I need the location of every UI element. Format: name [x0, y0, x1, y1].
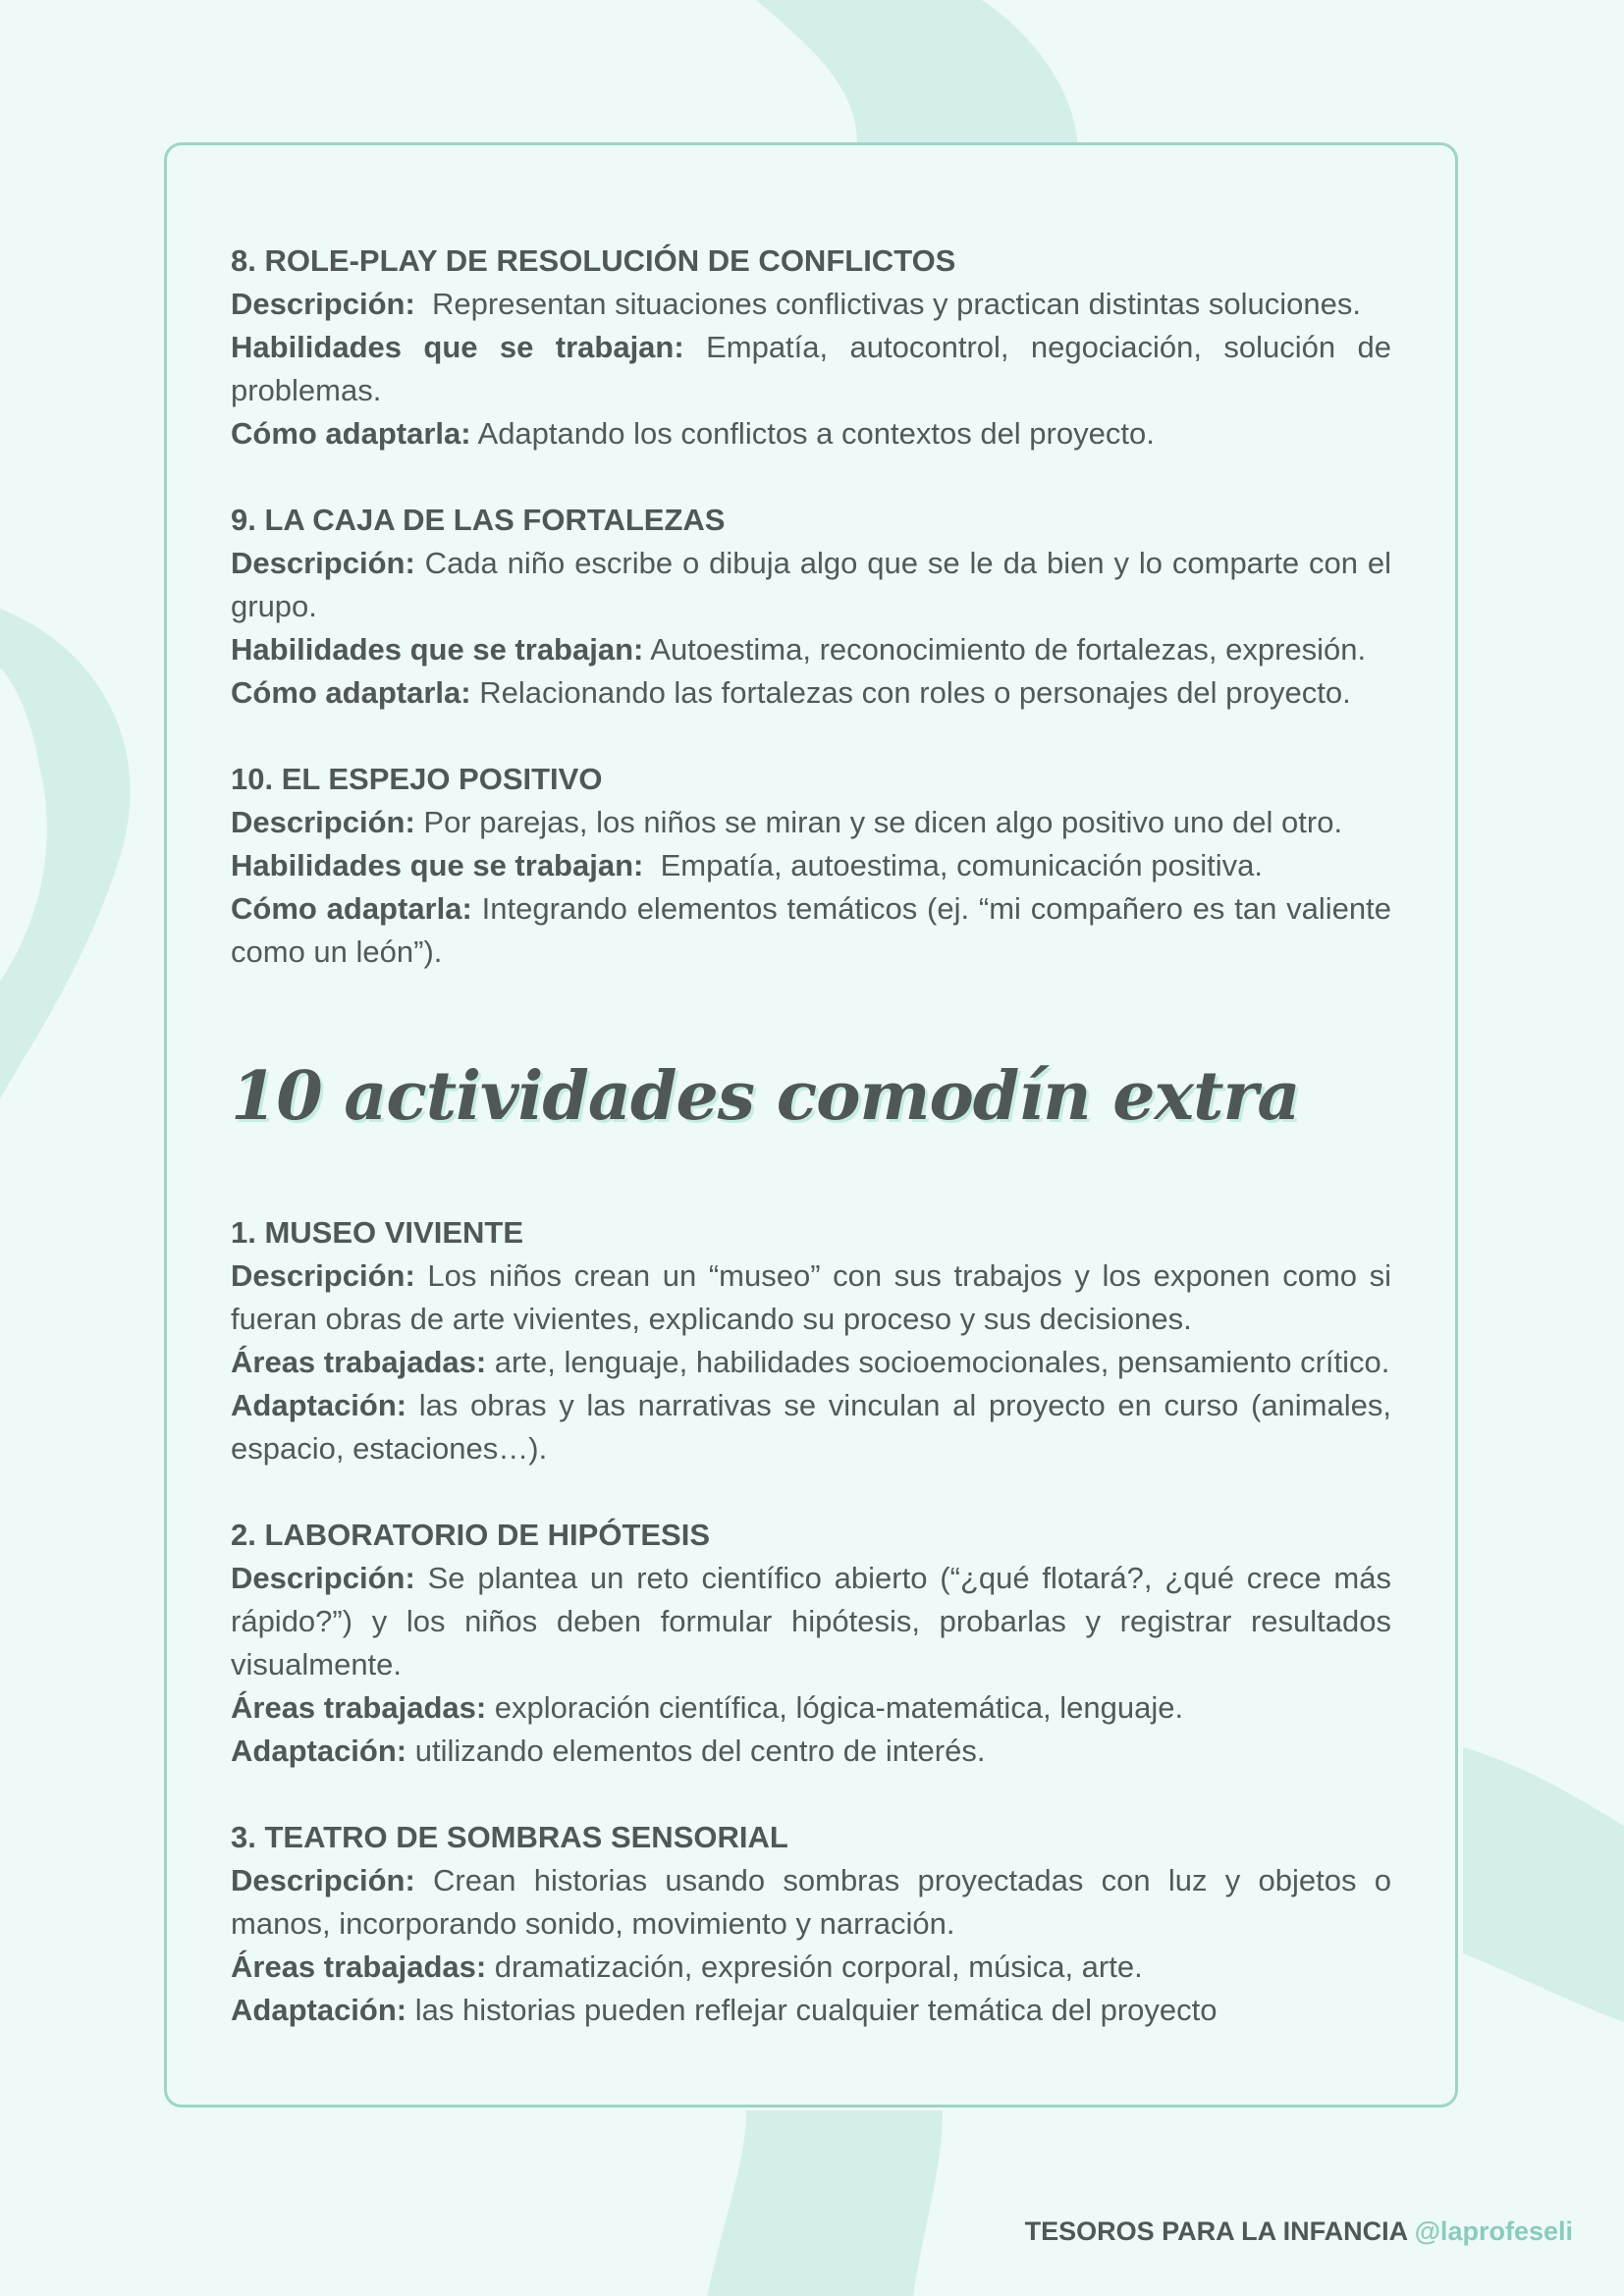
- footer-handle: @laprofeseli: [1414, 2216, 1573, 2246]
- section-heading: 10 actividades comodín extra: [231, 1057, 1300, 1136]
- field-label: Habilidades que se trabajan:: [231, 848, 644, 882]
- activity-field: [231, 1989, 1391, 2032]
- field-text: utilizando elementos del centro de interés.: [406, 1734, 986, 1768]
- field-label: Adaptación:: [231, 1734, 407, 1768]
- field-text: Adaptando los conflictos a contextos del proyecto.: [470, 416, 1155, 451]
- activity-block: [231, 1816, 1400, 2032]
- activity-block: [231, 1514, 1400, 1773]
- activity-field: [231, 887, 1400, 974]
- activity-block: [231, 499, 1400, 715]
- field-text: Empatía, autoestima, comunicación positiva.: [643, 848, 1264, 882]
- activity-block: [231, 240, 1400, 455]
- activity-block: [231, 758, 1400, 974]
- activity-field: [231, 844, 1391, 887]
- field-label: Descripción:: [231, 287, 415, 321]
- field-text: Relacionando las fortalezas con roles o personajes del proyecto.: [470, 675, 1351, 710]
- activities-list-part2: [231, 1211, 1400, 2032]
- field-label: Cómo adaptarla:: [231, 675, 471, 710]
- activity-title: 9. LA CAJA DE LAS FORTALEZAS: [231, 503, 726, 537]
- activity-field: [231, 1557, 1400, 1686]
- field-text: las obras y las narrativas se vinculan al proyecto en curso (animales, espacio, estaciones…).: [231, 1388, 1400, 1466]
- activity-field: [231, 1686, 1391, 1730]
- field-label: Adaptación:: [231, 1388, 407, 1422]
- activity-field: [231, 1341, 1391, 1384]
- activity-field: [231, 283, 1391, 326]
- activity-block: [231, 1211, 1400, 1470]
- activity-title: 10. EL ESPEJO POSITIVO: [231, 762, 603, 796]
- field-label: Habilidades que se trabajan:: [231, 632, 644, 667]
- field-label: Cómo adaptarla:: [231, 891, 472, 926]
- activity-title: 8. ROLE-PLAY DE RESOLUCIÓN DE CONFLICTOS: [231, 243, 956, 278]
- activity-field: [231, 628, 1391, 671]
- field-label: Habilidades que se trabajan:: [231, 330, 684, 364]
- footer-credit: [1025, 2216, 1573, 2247]
- field-text: dramatización, expresión corporal, música, arte.: [486, 1949, 1143, 1984]
- field-label: Descripción:: [231, 1561, 415, 1595]
- field-label: Descripción:: [231, 1863, 415, 1897]
- field-label: Descripción:: [231, 805, 415, 839]
- activity-title: 3. TEATRO DE SOMBRAS SENSORIAL: [231, 1820, 788, 1854]
- activity-field: [231, 1859, 1400, 1946]
- activity-field: [231, 326, 1400, 412]
- field-text: Autoestima, reconocimiento de fortalezas, expresión.: [643, 632, 1367, 667]
- field-label: Áreas trabajadas:: [231, 1690, 487, 1725]
- swirl-left: [0, 609, 131, 1099]
- field-text: Cada niño escribe o dibuja algo que se le da bien y lo comparte con el grupo.: [231, 546, 1400, 623]
- field-label: Cómo adaptarla:: [231, 416, 471, 451]
- field-label: Áreas trabajadas:: [231, 1949, 487, 1984]
- activity-field: [231, 1384, 1400, 1470]
- activity-field: [231, 542, 1400, 628]
- field-text: Empatía, autocontrol, negociación, solución de problemas.: [231, 330, 1400, 407]
- activity-title: 2. LABORATORIO DE HIPÓTESIS: [231, 1518, 711, 1552]
- field-text: Representan situaciones conflictivas y practican distintas soluciones.: [414, 287, 1361, 321]
- field-text: exploración científica, lógica-matemática, lenguaje.: [486, 1690, 1184, 1725]
- field-text: Crean historias usando sombras proyectadas con luz y objetos o manos, incorporando sonido, movimiento y narración.: [231, 1863, 1400, 1941]
- swirl-bottom: [707, 2110, 943, 2296]
- activity-title: 1. MUSEO VIVIENTE: [231, 1215, 524, 1250]
- content-card: [164, 142, 1458, 2108]
- field-label: Áreas trabajadas:: [231, 1345, 487, 1379]
- activity-field: [231, 1730, 1391, 1773]
- field-text: las historias pueden reflejar cualquier temática del proyecto: [406, 1993, 1218, 2027]
- activity-field: [231, 1255, 1400, 1341]
- activities-list-part1: [231, 240, 1400, 974]
- field-text: Integrando elementos temáticos (ej. “mi compañero es tan valiente como un león”).: [231, 891, 1400, 969]
- swirl-bottom-right: [1463, 1747, 1624, 2022]
- field-label: Descripción:: [231, 1258, 415, 1293]
- activity-field: [231, 801, 1391, 844]
- activity-field: [231, 412, 1391, 455]
- field-text: Por parejas, los niños se miran y se dicen algo positivo uno del otro.: [414, 805, 1343, 839]
- footer-brand: TESOROS PARA LA INFANCIA: [1024, 2216, 1408, 2246]
- field-text: Se plantea un reto científico abierto (“¿qué flotará?, ¿qué crece más rápido?”) y los niños deben formular hipótesis, probarlas y registrar resultados visualmente.: [231, 1561, 1400, 1682]
- field-label: Adaptación:: [231, 1993, 407, 2027]
- activity-field: [231, 1946, 1391, 1989]
- activity-field: [231, 671, 1391, 715]
- field-text: arte, lenguaje, habilidades socioemocionales, pensamiento crítico.: [486, 1345, 1390, 1379]
- field-label: Descripción:: [231, 546, 415, 580]
- field-text: Los niños crean un “museo” con sus trabajos y los exponen como si fueran obras de arte vivientes, explicando su proceso y sus decisiones.: [231, 1258, 1400, 1336]
